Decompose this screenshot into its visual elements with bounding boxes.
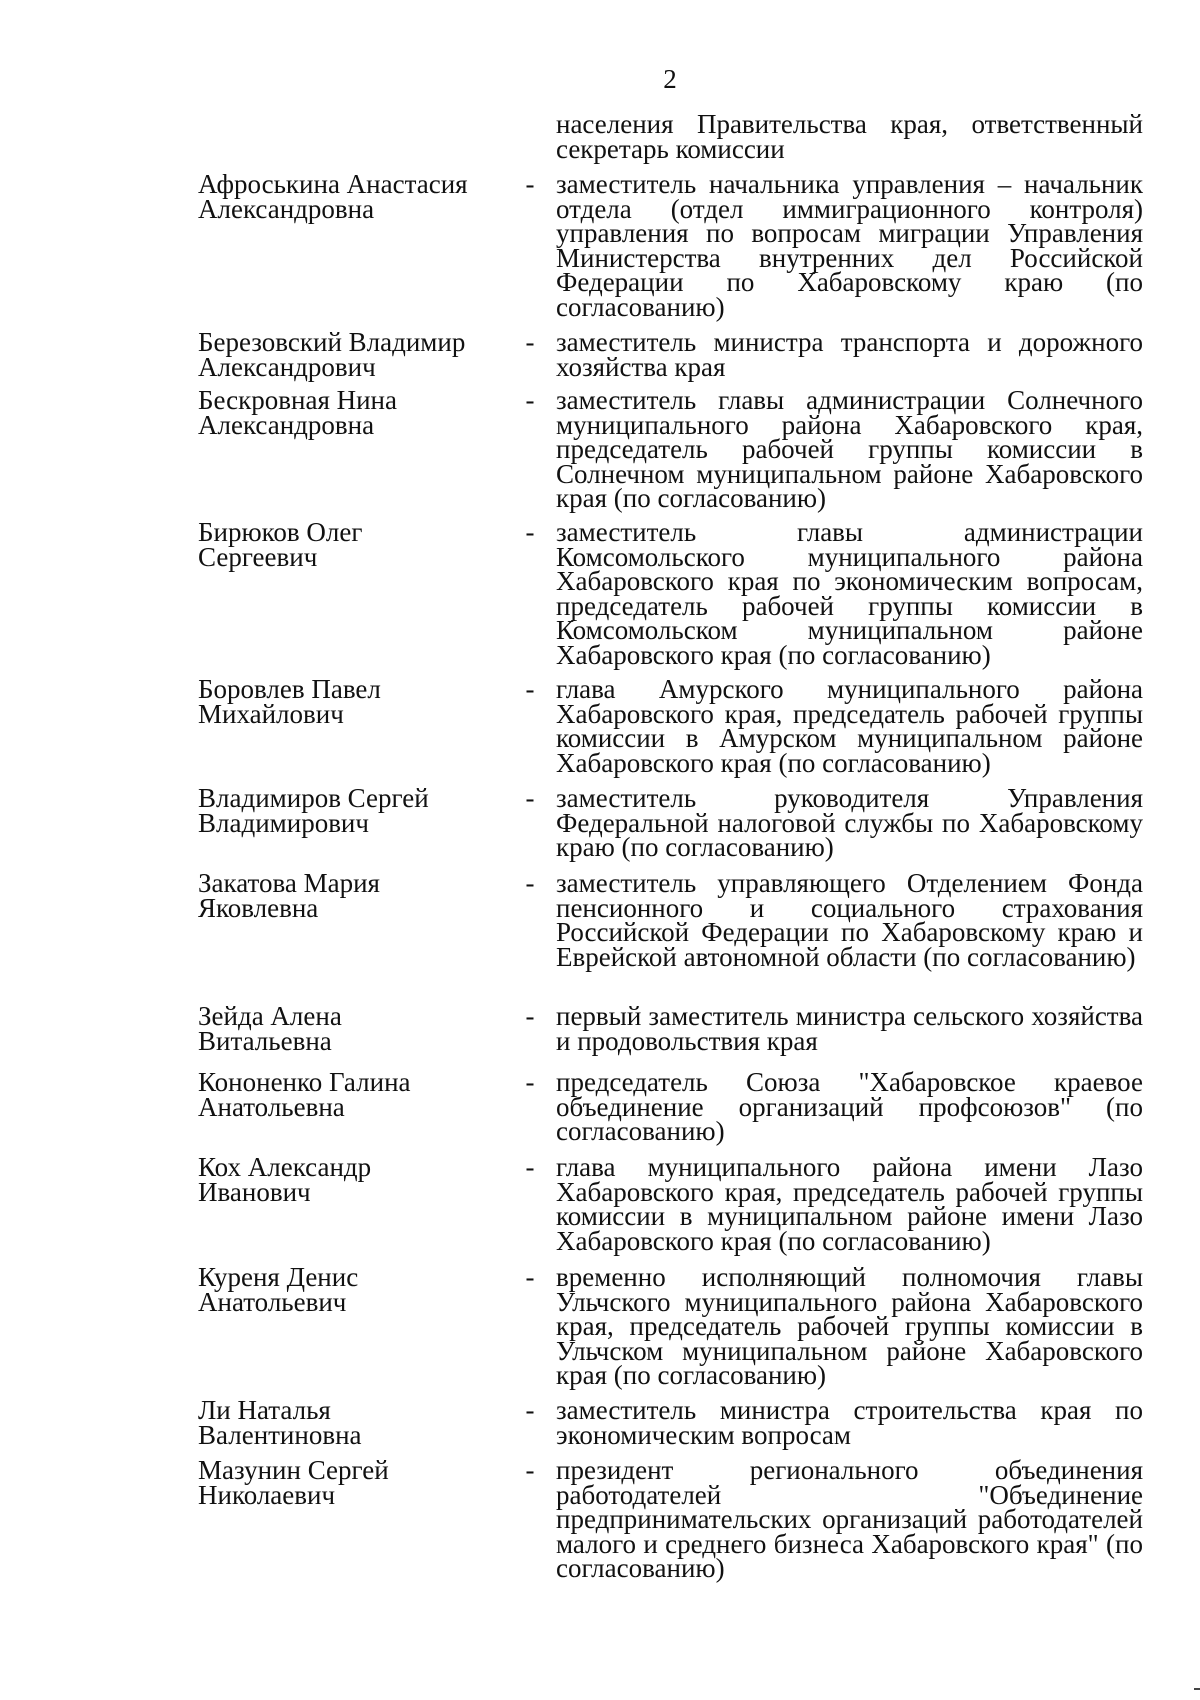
member-name bbox=[198, 385, 518, 440]
member-surname-first: Ли Наталья bbox=[198, 1395, 331, 1425]
member-dash: - bbox=[525, 1067, 535, 1097]
member-name bbox=[198, 517, 518, 572]
member-surname-first: Афроськина Анастасия bbox=[198, 169, 468, 199]
member-surname-first: Кононенко Галина bbox=[198, 1067, 411, 1097]
member-patronymic: Иванович bbox=[198, 1176, 311, 1207]
member-dash: - bbox=[525, 169, 535, 199]
member-role: председатель Союза "Хабаровское краевое объединение организаций профсоюзов" (по согласованию) bbox=[556, 1067, 1143, 1146]
member-dash: - bbox=[525, 385, 535, 415]
member-role: заместитель главы администрации Комсомольского муниципального района Хабаровского края по экономическим вопросам, председатель рабочей группы комиссии в Комсомольском муниципальном районе Хабаровского края (по согласованию) bbox=[556, 517, 1143, 670]
member-surname-first: Бескровная Нина bbox=[198, 385, 397, 415]
member-role: заместитель начальника управления – начальник отдела (отдел иммиграционного контроля) управления по вопросам миграции Управления Министерства внутренних дел Российской Федерации по Хабаровскому краю (по согласованию) bbox=[556, 169, 1143, 322]
member-dash: - bbox=[525, 517, 535, 547]
member-dash: - bbox=[525, 327, 535, 357]
member-role: заместитель главы администрации Солнечного муниципального района Хабаровского края, председатель рабочей группы комиссии в Солнечном муниципальном районе Хабаровского края (по согласованию) bbox=[556, 385, 1143, 513]
member-dash: - bbox=[525, 1262, 535, 1292]
member-patronymic: Сергеевич bbox=[198, 541, 318, 572]
member-patronymic: Яковлевна bbox=[198, 892, 319, 923]
member-surname-first: Закатова Мария bbox=[198, 868, 380, 898]
member-dash: - bbox=[525, 674, 535, 704]
member-role: заместитель министра строительства края по экономическим вопросам bbox=[556, 1395, 1143, 1450]
member-name bbox=[198, 1395, 518, 1450]
member-patronymic: Александрович bbox=[198, 351, 376, 382]
member-name bbox=[198, 1262, 518, 1317]
member-surname-first: Мазунин Сергей bbox=[198, 1455, 389, 1485]
member-surname-first: Кох Александр bbox=[198, 1152, 372, 1182]
member-name bbox=[198, 1455, 518, 1510]
member-role: первый заместитель министра сельского хозяйства и продовольствия края bbox=[556, 1001, 1143, 1056]
member-surname-first: Березовский Владимир bbox=[198, 327, 466, 357]
member-surname-first: Бирюков Олег bbox=[198, 517, 363, 547]
member-role: временно исполняющий полномочия главы Ульчского муниципального района Хабаровского края, председатель рабочей группы комиссии в Ульчском муниципальном районе Хабаровского края (по согласованию) bbox=[556, 1262, 1143, 1390]
member-patronymic: Анатольевич bbox=[198, 1286, 347, 1317]
member-surname-first: Боровлев Павел bbox=[198, 674, 381, 704]
member-role: глава муниципального района имени Лазо Хабаровского края, председатель рабочей группы комиссии в муниципальном районе имени Лазо Хабаровского края (по согласованию) bbox=[556, 1152, 1143, 1256]
member-name bbox=[198, 1001, 518, 1056]
member-name bbox=[198, 783, 518, 838]
member-role: глава Амурского муниципального района Хабаровского края, председатель рабочей группы комиссии в Амурском муниципальном районе Хабаровского края (по согласованию) bbox=[556, 674, 1143, 778]
member-dash: - bbox=[525, 1152, 535, 1182]
member-name bbox=[198, 868, 518, 923]
member-dash: - bbox=[525, 1455, 535, 1485]
member-name bbox=[198, 1067, 518, 1122]
member-patronymic: Александровна bbox=[198, 409, 375, 440]
member-dash: - bbox=[525, 868, 535, 898]
member-surname-first: Куреня Денис bbox=[198, 1262, 359, 1292]
member-patronymic: Михайлович bbox=[198, 698, 344, 729]
member-role: заместитель министра транспорта и дорожного хозяйства края bbox=[556, 327, 1143, 382]
member-name bbox=[198, 327, 518, 382]
scan-edge-mark bbox=[1194, 1688, 1200, 1690]
member-patronymic: Владимирович bbox=[198, 807, 369, 838]
member-name bbox=[198, 1152, 518, 1207]
member-patronymic: Николаевич bbox=[198, 1479, 336, 1510]
continuation-text: населения Правительства края, ответственный секретарь комиссии bbox=[556, 109, 1143, 164]
page-number: 2 bbox=[663, 64, 677, 94]
member-name bbox=[198, 674, 518, 729]
member-role: президент регионального объединения работодателей "Объединение предпринимательских организаций работодателей малого и среднего бизнеса Хабаровского края" (по согласованию) bbox=[556, 1455, 1143, 1583]
member-role: заместитель руководителя Управления Федеральной налоговой службы по Хабаровскому краю (по согласованию) bbox=[556, 783, 1143, 862]
member-surname-first: Зейда Алена bbox=[198, 1001, 342, 1031]
member-dash: - bbox=[525, 783, 535, 813]
member-dash: - bbox=[525, 1001, 535, 1031]
member-patronymic: Витальевна bbox=[198, 1025, 332, 1056]
member-surname-first: Владимиров Сергей bbox=[198, 783, 429, 813]
member-patronymic: Анатольевна bbox=[198, 1091, 345, 1122]
member-role: заместитель управляющего Отделением Фонда пенсионного и социального страхования Российской Федерации по Хабаровскому краю и Еврейской автономной области (по согласованию) bbox=[556, 868, 1143, 972]
member-patronymic: Валентиновна bbox=[198, 1419, 362, 1450]
member-name bbox=[198, 169, 518, 224]
member-patronymic: Александровна bbox=[198, 193, 375, 224]
member-dash: - bbox=[525, 1395, 535, 1425]
